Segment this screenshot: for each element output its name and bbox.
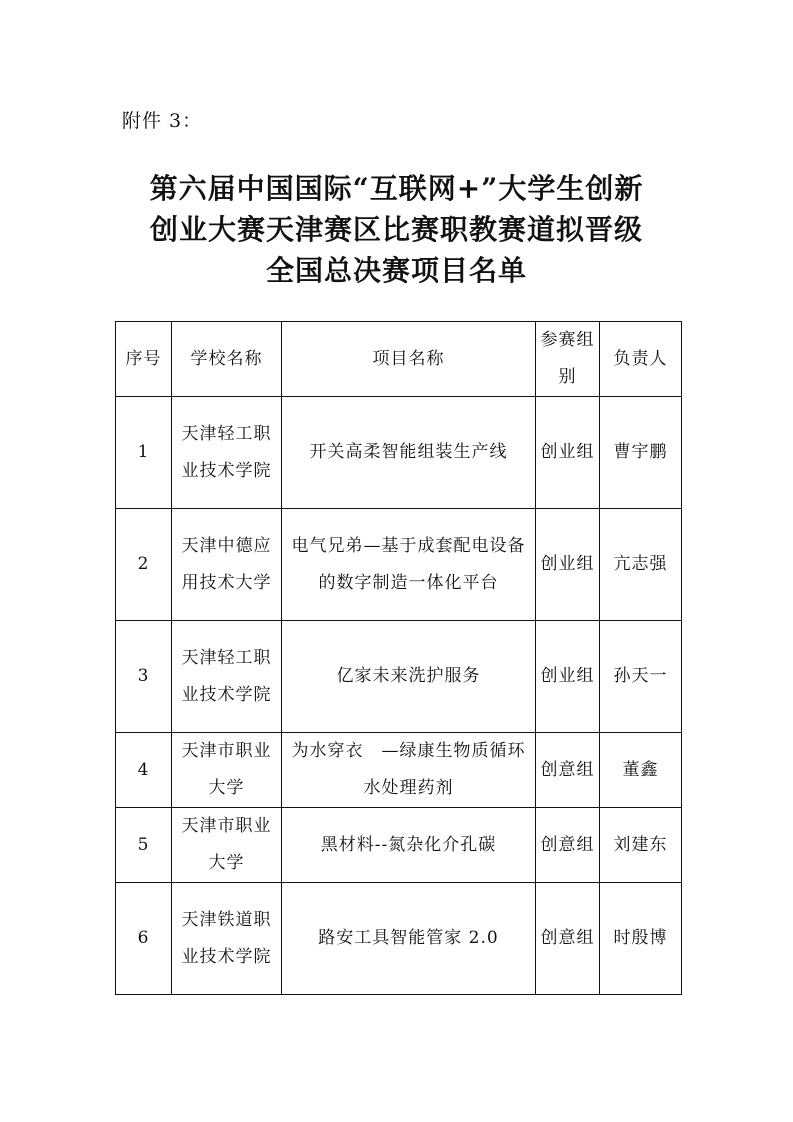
row-index: 1 [116,397,172,509]
table-row [116,733,682,808]
row-leader: 时殷博 [600,883,682,995]
row-group: 创意组 [536,883,600,995]
header-project: 项目名称 [282,322,536,397]
row-index: 5 [116,808,172,883]
document-title [60,168,733,291]
table-row [116,883,682,995]
row-project: 亿家未来洗护服务 [282,621,536,733]
attachment-label: 附件 3： [122,110,203,132]
title-line-1: 第六届中国国际“互联网+”大学生创新 [149,172,644,205]
header-index: 序号 [116,322,172,397]
table-row [116,621,682,733]
row-school: 天津中德应用技术大学 [172,509,282,621]
title-line-3: 全国总决赛项目名单 [265,254,527,287]
row-project: 路安工具智能管家 2.0 [282,883,536,995]
header-leader: 负责人 [600,322,682,397]
row-index: 6 [116,883,172,995]
row-project: 开关高柔智能组装生产线 [282,397,536,509]
title-line-2: 创业大赛天津赛区比赛职教赛道拟晋级 [149,213,643,246]
row-group: 创意组 [536,808,600,883]
table-row [116,397,682,509]
row-school: 天津轻工职业技术学院 [172,397,282,509]
row-index: 4 [116,733,172,808]
row-group: 创业组 [536,509,600,621]
row-school: 天津铁道职业技术学院 [172,883,282,995]
row-project: 黑材料--氮杂化介孔碳 [282,808,536,883]
row-leader: 董鑫 [600,733,682,808]
row-project: 电气兄弟—基于成套配电设备的数字制造一体化平台 [282,509,536,621]
row-group: 创意组 [536,733,600,808]
table-row [116,509,682,621]
row-index: 3 [116,621,172,733]
header-school: 学校名称 [172,322,282,397]
row-leader: 曹宇鹏 [600,397,682,509]
header-group: 参赛组别 [536,322,600,397]
row-leader: 孙天一 [600,621,682,733]
row-project: 为水穿衣 —绿康生物质循环水处理药剂 [282,733,536,808]
row-school: 天津市职业大学 [172,808,282,883]
table-row [116,808,682,883]
row-leader: 刘建东 [600,808,682,883]
table-header-row [116,322,682,397]
row-group: 创业组 [536,621,600,733]
row-leader: 亢志强 [600,509,682,621]
row-school: 天津轻工职业技术学院 [172,621,282,733]
row-index: 2 [116,509,172,621]
table-body [116,397,682,995]
row-group: 创业组 [536,397,600,509]
row-school: 天津市职业大学 [172,733,282,808]
project-list-table [115,321,682,995]
